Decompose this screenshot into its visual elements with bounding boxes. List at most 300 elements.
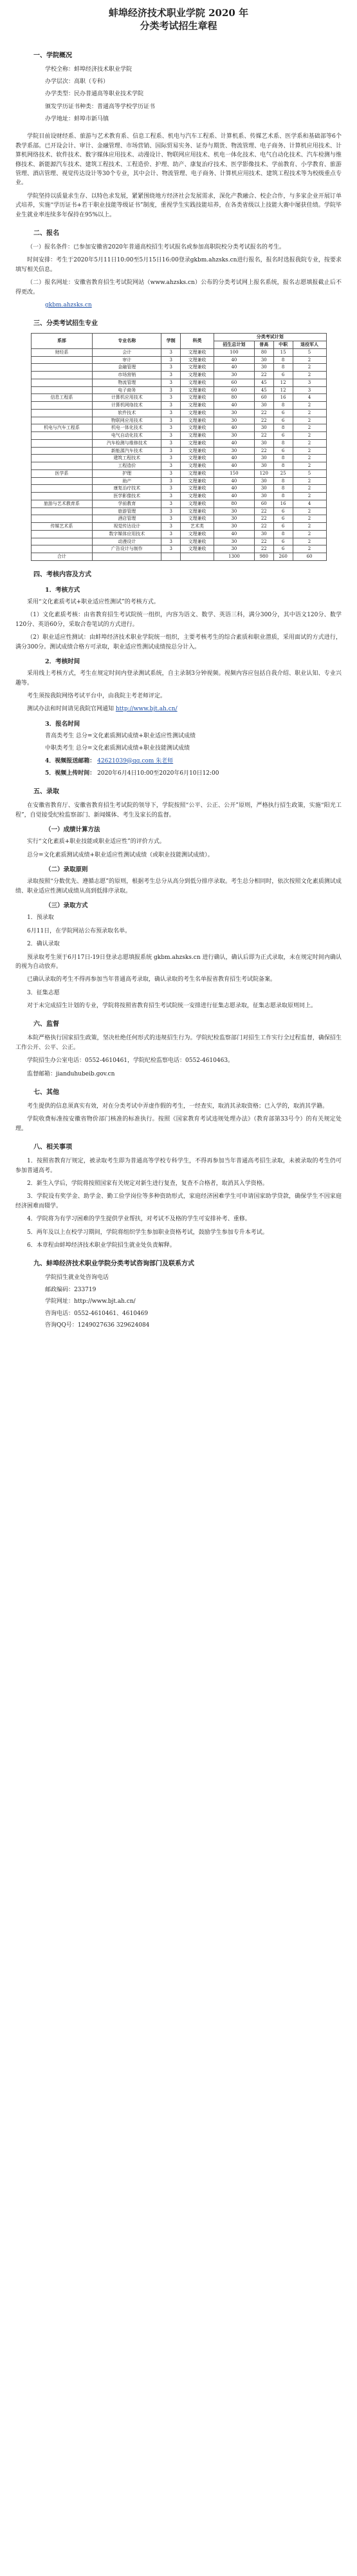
sub-heading: 3．报名时间 (45, 720, 80, 728)
table-cell: 2 (293, 432, 326, 440)
table-header-cell: 科类 (181, 334, 214, 349)
table-cell: 3 (161, 372, 181, 379)
paragraph: 5．两年及以上在校学习期间，学院将组织学生参加职业资格考试，鼓励学生参加专升本考试。 (27, 1229, 268, 1236)
table-cell: 工程造价 (93, 462, 161, 470)
table-cell (31, 409, 93, 417)
table-cell: 30 (254, 493, 273, 500)
table-cell: 3 (161, 394, 181, 402)
table-cell: 22 (254, 372, 273, 379)
table-row (31, 432, 326, 440)
table-cell: 市场营销 (93, 372, 161, 379)
table-cell: 2 (293, 462, 326, 470)
section-majors (0, 319, 357, 561)
table-cell: 150 (214, 469, 254, 477)
paragraph: （2）职业适应性测试：由蚌埠经济技术职业学院统一组织，主要考核考生的综合素质和职业潜质，采用面试的方式进行，满分300分。测试成绩合格方可录取，职业适应性测试成绩按总分计入。 (15, 634, 342, 650)
table-cell: 文理兼收 (181, 356, 214, 364)
table-cell: 建筑工程技术 (93, 455, 161, 462)
paragraph: 考生须按我院网络考试平台中，由我院主考老师评定。 (27, 692, 167, 699)
section-admission (0, 787, 357, 1010)
table-cell: 金融管理 (93, 364, 161, 372)
table-cell: 8 (273, 493, 293, 500)
paragraph-text: 测试办法和时间请见我院官网通知 (27, 706, 114, 713)
paragraph: 3．学院设有奖学金、助学金、勤工俭学岗位等多种资助形式，家庭经济困难学生可申请国家助学贷款，确保学生不因家庭经济困难而辍学。 (15, 1193, 342, 1209)
table-cell: 文理兼收 (181, 455, 214, 462)
table-cell: 文理兼收 (181, 545, 214, 553)
table-cell (31, 462, 93, 470)
table-cell: 护理 (93, 469, 161, 477)
table-cell: 文理兼收 (181, 538, 214, 545)
table-cell: 6 (273, 447, 293, 455)
table-cell: 6 (273, 545, 293, 553)
table-cell: 3 (161, 485, 181, 493)
info-line: 办学类型：民办普通高等职业技术学院 (45, 91, 144, 98)
table-cell: 2 (293, 477, 326, 485)
table-cell: 信息工程系 (31, 394, 93, 402)
table-cell: 16 (273, 500, 293, 507)
table-header-cell: 学制 (161, 334, 181, 349)
table-cell (31, 455, 93, 462)
table-cell: 3 (161, 462, 181, 470)
table-cell: 2 (293, 530, 326, 538)
paragraph: （一）报名条件：已参加安徽省2020年普通高校招生考试报名或参加高职院校分类考试报名的考生。 (27, 243, 285, 251)
table-cell: 3 (161, 507, 181, 515)
table-cell: 30 (214, 417, 254, 424)
table-cell: 22 (254, 409, 273, 417)
table-cell: 8 (273, 439, 293, 447)
table-cell: 2 (293, 545, 326, 553)
table-cell: 30 (254, 402, 273, 410)
table-cell: 30 (254, 462, 273, 470)
table-cell: 6 (273, 372, 293, 379)
table-cell: 5 (293, 348, 326, 356)
info-line: 颁发学历证书种类：普通高等学校学历证书 (45, 103, 156, 110)
table-cell: 旅游与艺术教育系 (31, 500, 93, 507)
paragraph: 2．新生入学后，学院将按照国家有关规定对新生进行复查，复查不合格者，取消其入学资格。 (27, 1180, 268, 1187)
table-cell: 6 (273, 417, 293, 424)
table-cell: 4 (293, 500, 326, 507)
table-cell: 30 (214, 507, 254, 515)
table-cell: 文理兼收 (181, 394, 214, 402)
section-heading: 三、分类考试招生专业 (33, 320, 98, 328)
table-cell: 60 (214, 379, 254, 386)
paragraph: 录取按照“分数优先、遵循志愿”的原则，根据考生总分从高分到低分排序录取。考生总分相同时，依次按照文化素质测试成绩、职业适应性测试成绩从高到低排序录取。 (15, 878, 342, 895)
table-cell (93, 553, 161, 561)
table-cell: 40 (214, 530, 254, 538)
table-cell: 文理兼收 (181, 348, 214, 356)
table-row (31, 515, 326, 523)
table-cell: 3 (161, 409, 181, 417)
table-cell: 40 (214, 439, 254, 447)
table-cell (161, 553, 181, 561)
table-cell: 3 (161, 439, 181, 447)
section-heading: 九、蚌埠经济技术职业学院分类考试咨询部门及联系方式 (33, 1260, 194, 1268)
table-cell: 文理兼收 (181, 477, 214, 485)
paragraph: 采用“文化素质考试+职业适应性测试”的考核方式。 (27, 599, 160, 605)
info-line: 办学层次：高职（专科） (45, 78, 109, 85)
section-heading: 四、考核内容及方式 (33, 571, 91, 578)
table-cell: 3 (161, 386, 181, 394)
table-cell: 22 (254, 523, 273, 531)
contact-line: 学院网址：http://www.bjt.ah.cn/ (45, 1298, 136, 1305)
table-cell: 3 (161, 538, 181, 545)
table-cell: 30 (254, 439, 273, 447)
table-row (31, 402, 326, 410)
table-cell: 80 (214, 394, 254, 402)
table-cell: 文理兼收 (181, 493, 214, 500)
table-cell: 40 (214, 493, 254, 500)
contact-line: 咨询QQ号：1249027636 329624084 (45, 1321, 150, 1329)
paragraph: 本院严格执行国家招生政策，坚决杜绝任何形式的违规招生行为。学院纪检监察部门对招生工作实行全过程监督，确保招生工作公开、公平、公正。 (15, 1035, 342, 1051)
table-cell: 25 (273, 469, 293, 477)
table-cell: 22 (254, 447, 273, 455)
section-assessment (0, 570, 357, 779)
table-cell: 动漫设计 (93, 538, 161, 545)
table-row (31, 348, 326, 356)
table-cell: 30 (214, 538, 254, 545)
table-cell: 3 (161, 424, 181, 432)
table-cell: 3 (161, 530, 181, 538)
table-cell: 60 (293, 553, 326, 561)
table-row (31, 372, 326, 379)
table-cell (31, 507, 93, 515)
table-row (31, 379, 326, 386)
table-cell: 22 (254, 515, 273, 523)
table-header-cell: 中职 (273, 341, 293, 349)
upload-time-line (45, 769, 342, 778)
table-cell: 6 (273, 523, 293, 531)
section-heading: 五、录取 (33, 788, 59, 796)
table-cell: 2 (293, 417, 326, 424)
table-cell: 文理兼收 (181, 515, 214, 523)
paragraph: （二）报名网址：安徽省教育招生考试院网站（www.ahzsks.cn）公布的分类考试网上报名系统，报名志愿填报截止后不得更改。 (15, 279, 342, 296)
table-cell: 审计 (93, 356, 161, 364)
table-cell: 合计 (31, 553, 93, 561)
upload-time-label: 5．视频上传时间： (45, 770, 96, 777)
table-cell: 文理兼收 (181, 364, 214, 372)
table-cell (31, 515, 93, 523)
table-cell: 医学系 (31, 469, 93, 477)
table-cell: 8 (273, 364, 293, 372)
table-cell: 22 (254, 417, 273, 424)
paragraph: 考生提供的信息须真实有效，对在分类考试中弄虚作假的考生，一经查实，取消其录取资格；已入学的，取消其学籍。 (27, 1103, 329, 1110)
info-line: 学校全称：蚌埠经济技术职业学院 (45, 66, 133, 73)
table-cell (31, 477, 93, 485)
table-cell: 文理兼收 (181, 372, 214, 379)
table-cell: 2 (293, 493, 326, 500)
info-line: 办学地址：蚌埠市新马镇 (45, 116, 109, 123)
table-cell: 22 (254, 432, 273, 440)
table-cell: 30 (254, 485, 273, 493)
table-cell (31, 386, 93, 394)
table-cell: 12 (273, 386, 293, 394)
table-cell: 22 (254, 538, 273, 545)
table-cell: 30 (214, 515, 254, 523)
table-cell: 6 (273, 409, 293, 417)
table-cell: 数字媒体应用技术 (93, 530, 161, 538)
table-cell: 软件技术 (93, 409, 161, 417)
table-row (31, 493, 326, 500)
table-cell: 3 (161, 545, 181, 553)
table-cell (31, 402, 93, 410)
table-cell: 2 (293, 523, 326, 531)
table-cell: 文理兼收 (181, 432, 214, 440)
email-link[interactable]: 42621039@qq.com 朱老师 (97, 757, 174, 764)
paragraph: 3．征集志愿 (27, 989, 60, 996)
sub-heading: 2．考核时间 (45, 658, 80, 665)
section-heading: 六、监督 (33, 1021, 59, 1028)
table-row (31, 417, 326, 424)
table-cell: 30 (254, 424, 273, 432)
table-cell: 2 (293, 455, 326, 462)
formula-line: 中职类考生 总分=文化素质测试成绩+职业技能测试成绩 (45, 745, 190, 752)
table-cell: 80 (254, 348, 273, 356)
table-cell: 文理兼收 (181, 530, 214, 538)
table-header-cell: 退役军人 (293, 341, 326, 349)
section-overview (0, 51, 357, 220)
table-cell: 2 (293, 447, 326, 455)
table-cell: 3 (161, 432, 181, 440)
table-cell: 酒店管理 (93, 515, 161, 523)
table-cell: 3 (161, 477, 181, 485)
table-cell: 3 (161, 364, 181, 372)
majors-table (31, 333, 327, 561)
table-cell: 3 (161, 523, 181, 531)
table-cell: 2 (293, 515, 326, 523)
table-cell: 30 (254, 455, 273, 462)
table-cell: 视觉传达设计 (93, 523, 161, 531)
table-row (31, 507, 326, 515)
table-cell (31, 439, 93, 447)
table-cell: 45 (254, 379, 273, 386)
table-cell: 2 (293, 356, 326, 364)
table-cell: 30 (214, 432, 254, 440)
table-cell: 30 (254, 356, 273, 364)
contact-line: 邮政编码：233719 (45, 1286, 96, 1293)
table-cell: 5 (293, 469, 326, 477)
sub-heading: （三）录取方式 (45, 902, 88, 910)
paragraph: 已确认录取的考生不得再参加当年普通高考录取，确认录取的考生名单报省教育招生考试院备案。 (27, 976, 277, 983)
table-cell: 新能源汽车技术 (93, 447, 161, 455)
table-cell: 计算机应用技术 (93, 394, 161, 402)
table-row (31, 424, 326, 432)
table-cell (31, 493, 93, 500)
table-row (31, 523, 326, 531)
table-cell (31, 364, 93, 372)
table-row (31, 462, 326, 470)
table-cell: 文理兼收 (181, 462, 214, 470)
paragraph: 实行“文化素质+职业技能或职业适应性”的评价方式。 (27, 838, 165, 846)
table-cell: 8 (273, 402, 293, 410)
paragraph: 时间安排：考生于2020年5月11日10:00至5月15日16:00登录gkbm.ahzsks.cn进行报名，报名时选报我院专业，按要求填写相关信息。 (15, 257, 342, 273)
college-site-link[interactable]: http://www.bjt.ah.cn/ (115, 706, 178, 713)
table-cell: 16 (273, 394, 293, 402)
table-cell: 文理兼收 (181, 402, 214, 410)
section-heading: 一、学院概况 (33, 52, 72, 59)
sub-heading: 1．考核方式 (45, 586, 80, 594)
paragraph: 在安徽省教育厅、安徽省教育招生考试院的领导下，学院按照“公平、公正、公开”原则，严格执行招生政策，实施“阳光工程”，自觉接受纪检监察部门、新闻媒体、考生及家长的监督。 (15, 802, 342, 819)
table-cell: 15 (273, 348, 293, 356)
table-cell: 电子商务 (93, 386, 161, 394)
document-title (0, 0, 357, 42)
table-cell: 8 (273, 462, 293, 470)
table-cell: 40 (214, 462, 254, 470)
table-row (31, 386, 326, 394)
contact-list (45, 1273, 342, 1330)
table-row (31, 545, 326, 553)
paragraph: 6．本章程由蚌埠经济技术职业学院招生就业处负责解释。 (27, 1242, 176, 1249)
table-cell: 30 (214, 447, 254, 455)
table-cell (31, 530, 93, 538)
table-cell: 物流管理 (93, 379, 161, 386)
table-cell: 3 (293, 386, 326, 394)
paragraph: 学院目前设财经系、旅游与艺术教育系、信息工程系、机电与汽车工程系、计算机系、传媒艺术系、医学系和基础部等6个教学系部。已开设会计、审计、金融管理、市场营销、国际贸易实务、证券与期货、物流管理、电子商务、计算机应用技术、计算机网络技术、软件技术、数字媒体应用技术、动漫设计、物联网应用技术、机电一体化技术、电气自动化技术、汽车检测与维修技术、新能源汽车技术、建筑工程技术、工程造价、护理、助产、康复治疗技术、医学影像技术、学前教育、小学教育、旅游管理、酒店管理、视觉传达设计等30个专业，其中会计、物流管理、电子商务、计算机应用技术、建筑工程技术等为校级重点专业。 (15, 133, 342, 187)
paragraph: 1．按照省教育厅规定，被录取考生即为普通高等学校专科学生，不得再参加当年普通高考招生录取，未被录取的考生仍可参加普通高考。 (15, 1158, 342, 1174)
section-heading: 七、其他 (33, 1089, 59, 1097)
table-row (31, 500, 326, 507)
table-cell: 电气自动化技术 (93, 432, 161, 440)
table-cell (31, 417, 93, 424)
table-cell: 医学影像技术 (93, 493, 161, 500)
table-cell: 物联网应用技术 (93, 417, 161, 424)
paragraph: 4．学院将为有学习困难的学生提供学业帮扶，对考试不及格的学生可安排补考、重修。 (27, 1216, 251, 1223)
table-cell: 8 (273, 485, 293, 493)
table-cell (181, 553, 214, 561)
paragraph: 监督邮箱：jianduhubeib.gov.cn (27, 1070, 115, 1077)
table-cell: 3 (161, 455, 181, 462)
paragraph: 预录取考生须于6月17日-19日登录志愿填报系统 gkbm.ahzsks.cn 进行确认，确认后即为正式录取，未在规定时间内确认的视为自动放弃。 (15, 954, 342, 970)
table-cell: 康复治疗技术 (93, 485, 161, 493)
paragraph: 学院坚持以质量求生存、以特色求发展，紧紧围绕地方经济社会发展需求，深化产教融合、校企合作，与多家企业开展订单式培养，实施“学历证书+若干职业技能等级证书”制度，重视学生实践技能培养，在各类省级以上技能大赛中屡获佳绩。学院毕业生就业率连续多年保持在95%以上。 (15, 193, 342, 218)
table-cell: 2 (293, 507, 326, 515)
section-other (0, 1088, 357, 1133)
table-cell: 文理兼收 (181, 409, 214, 417)
table-cell: 8 (273, 477, 293, 485)
table-cell: 汽车检测与维修技术 (93, 439, 161, 447)
paragraph: 2．确认录取 (27, 941, 60, 948)
table-row (31, 364, 326, 372)
section-contacts (0, 1259, 357, 1330)
table-row (31, 439, 326, 447)
table-row (31, 469, 326, 477)
table-cell: 8 (273, 356, 293, 364)
table-cell: 60 (254, 500, 273, 507)
table-cell: 2 (293, 364, 326, 372)
table-cell: 30 (254, 530, 273, 538)
table-cell: 2 (293, 402, 326, 410)
paragraph: 1．预录取 (27, 914, 54, 922)
table-cell: 2 (293, 538, 326, 545)
table-cell: 3 (161, 356, 181, 364)
table-cell: 30 (254, 477, 273, 485)
table-cell: 3 (161, 500, 181, 507)
table-cell: 60 (254, 394, 273, 402)
upload-time-value: 2020年6月4日10:00至2020年6月10日12:00 (97, 770, 219, 777)
table-cell: 旅游管理 (93, 507, 161, 515)
table-cell: 2 (293, 424, 326, 432)
table-header-cell: 系部 (31, 334, 93, 349)
table-cell (31, 379, 93, 386)
table-cell: 80 (214, 500, 254, 507)
table-cell (31, 372, 93, 379)
sub-heading: （二）录取原则 (45, 866, 88, 874)
table-cell: 3 (161, 469, 181, 477)
table-cell: 30 (214, 545, 254, 553)
table-cell: 会计 (93, 348, 161, 356)
table-cell: 30 (214, 523, 254, 531)
email-label: 4．视频报送邮箱： (45, 757, 96, 764)
table-cell: 2 (293, 372, 326, 379)
table-cell: 60 (214, 386, 254, 394)
table-cell: 8 (273, 455, 293, 462)
table-cell (31, 356, 93, 364)
table-cell: 3 (293, 379, 326, 386)
title-line-2: 分类考试招生章程 (140, 20, 217, 32)
section-heading: 二、报名 (33, 229, 59, 237)
table-cell: 40 (214, 356, 254, 364)
table-cell: 40 (214, 455, 254, 462)
table-cell (31, 538, 93, 545)
table-cell: 40 (214, 402, 254, 410)
table-cell: 3 (161, 417, 181, 424)
section-registration (0, 229, 357, 310)
table-cell: 3 (161, 493, 181, 500)
table-cell: 30 (214, 372, 254, 379)
table-cell: 3 (161, 379, 181, 386)
table-cell: 6 (273, 432, 293, 440)
table-cell (31, 447, 93, 455)
paragraph: 对于未完成招生计划的专业，学院将按照省教育招生考试院统一安排进行征集志愿录取，征集志愿录取原则同上。 (27, 1003, 317, 1010)
registration-link[interactable]: gkbm.ahzsks.cn (45, 301, 92, 308)
sub-heading: （一）成绩计算方法 (45, 826, 100, 834)
table-row (31, 394, 326, 402)
table-cell: 3 (161, 348, 181, 356)
table-cell: 助产 (93, 477, 161, 485)
table-cell: 8 (273, 424, 293, 432)
table-header-cell: 招生总计划 (214, 341, 254, 349)
table-cell: 机电一体化技术 (93, 424, 161, 432)
table-row (31, 409, 326, 417)
table-cell: 6 (273, 507, 293, 515)
title-line-1: 蚌埠经济技术职业学院 2020 年 (108, 7, 249, 19)
table-row (31, 485, 326, 493)
table-cell: 4 (293, 394, 326, 402)
table-cell: 机电与汽车工程系 (31, 424, 93, 432)
table-row (31, 477, 326, 485)
paragraph: 学院收费标准按安徽省物价部门核准的标准执行。按照《国家教育考试违规处理办法》（教育部第33号令）的有关规定处理。 (15, 1116, 342, 1132)
table-cell: 文理兼收 (181, 447, 214, 455)
table-header-group: 分类考试计划 (214, 334, 326, 341)
table-header-cell: 专业名称 (93, 334, 161, 349)
table-cell: 45 (254, 386, 273, 394)
table-cell: 30 (214, 409, 254, 417)
table-cell: 6 (273, 515, 293, 523)
paragraph: 学院招生办公室电话：0552-4610461，学院纪检监察电话：0552-4610463。 (27, 1057, 234, 1065)
contact-line: 学院招生就业处咨询电话 (45, 1274, 109, 1282)
section-heading: 八、相关事项 (33, 1144, 72, 1151)
table-cell: 3 (161, 447, 181, 455)
table-cell: 文理兼收 (181, 507, 214, 515)
table-cell: 2 (293, 409, 326, 417)
table-cell: 学前教育 (93, 500, 161, 507)
table-cell: 3 (161, 515, 181, 523)
table-cell: 40 (214, 477, 254, 485)
table-cell: 30 (254, 364, 273, 372)
table-cell: 艺术类 (181, 523, 214, 531)
table-cell: 1300 (214, 553, 254, 561)
table-cell: 文理兼收 (181, 485, 214, 493)
table-cell: 260 (273, 553, 293, 561)
table-cell: 文理兼收 (181, 386, 214, 394)
